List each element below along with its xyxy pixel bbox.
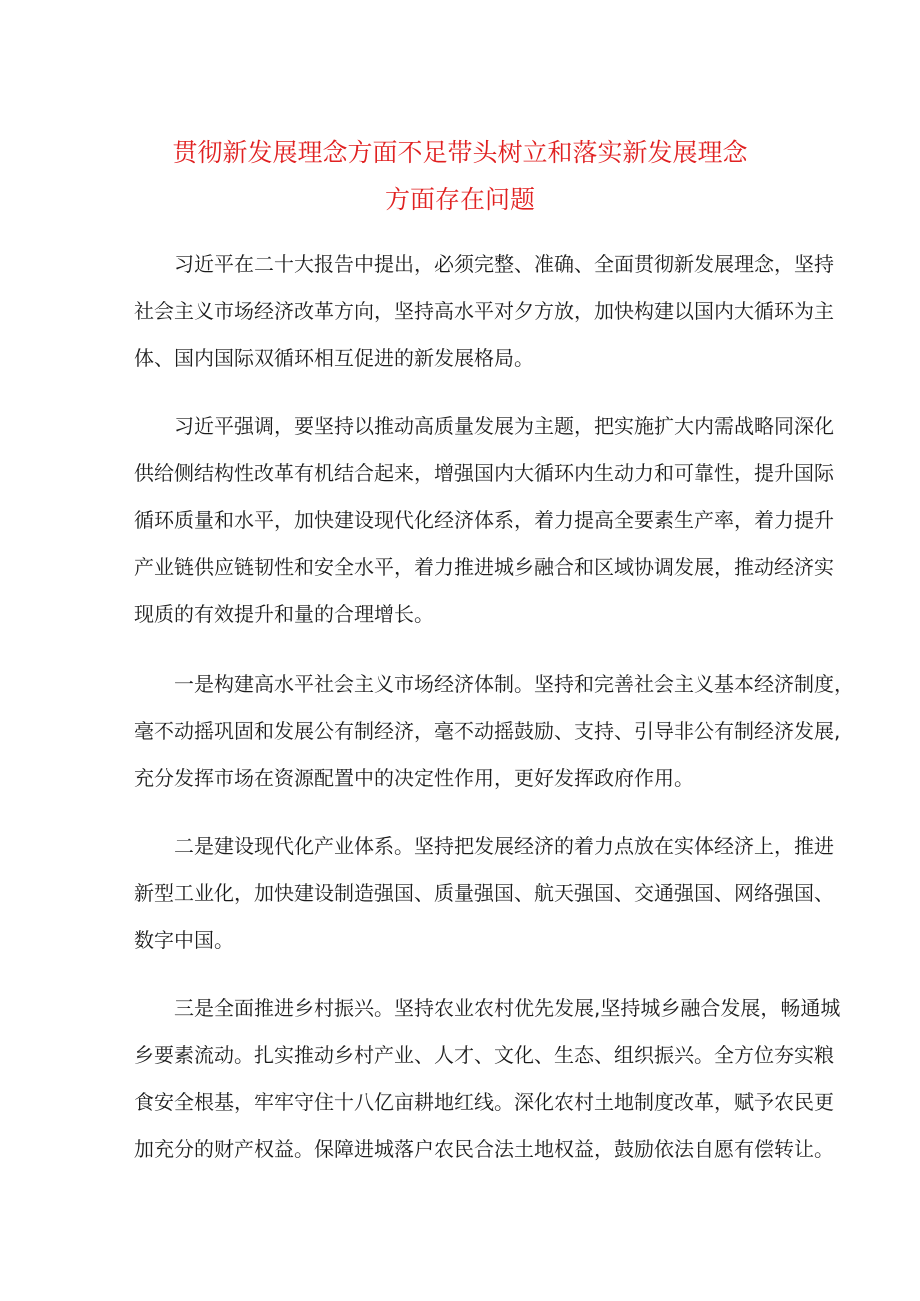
paragraph-line: 数字中国。 <box>134 928 234 952</box>
paragraph-line: 食安全根基，牢牢守住十八亿亩耕地红线。深化农村土地制度改革，赋予农民更 <box>134 1090 834 1114</box>
paragraph-line: 新型工业化，加快建设制造强国、质量强国、航天强国、交通强国、网络强国、 <box>134 881 834 905</box>
paragraph-line: 现质的有效提升和量的合理增长。 <box>134 602 434 626</box>
paragraph-line: 加充分的财产权益。保障进城落户农民合法土地权益，鼓励依法自愿有偿转让。 <box>134 1137 834 1161</box>
paragraph-line: 三是全面推进乡村振兴。坚持农业农村优先发展,坚持城乡融合发展，畅通城 <box>174 996 841 1020</box>
paragraph-line: 一是构建高水平社会主义市场经济体制。坚持和完善社会主义基本经济制度， <box>174 672 854 696</box>
paragraph-line: 习近平强调，要坚持以推动高质量发展为主题，把实施扩大内需战略同深化 <box>174 414 834 438</box>
paragraph-line: 习近平在二十大报告中提出，必须完整、准确、全面贯彻新发展理念，坚持 <box>174 252 834 276</box>
paragraph-line: 充分发挥市场在资源配置中的决定性作用，更好发挥政府作用。 <box>134 766 694 790</box>
paragraph-line: 产业链供应链韧性和安全水平，着力推进城乡融合和区域协调发展，推动经济实 <box>134 555 834 579</box>
paragraph-line: 社会主义市场经济改革方向，坚持高水平对夕方放，加快构建以国内大循环为主 <box>134 299 834 323</box>
document-title-line-1: 贯彻新发展理念方面不足带头树立和落实新发展理念 <box>172 138 748 167</box>
document-title-line-2: 方面存在问题 <box>384 185 535 214</box>
paragraph-line: 毫不动摇巩固和发展公有制经济，毫不动摇鼓励、支持、引导非公有制经济发展, <box>134 719 841 743</box>
paragraph-line: 二是建设现代化产业体系。坚持把发展经济的着力点放在实体经济上，推进 <box>174 834 834 858</box>
paragraph-line: 体、国内国际双循环相互促进的新发展格局。 <box>134 346 534 370</box>
paragraph-line: 供给侧结构性改革有机结合起来，增强国内大循环内生动力和可靠性，提升国际 <box>134 461 834 485</box>
paragraph-line: 乡要素流动。扎实推动乡村产业、人才、文化、生态、组织振兴。全方位夯实粮 <box>134 1043 834 1067</box>
paragraph-line: 循环质量和水平，加快建设现代化经济体系，着力提高全要素生产率，着力提升 <box>134 508 834 532</box>
